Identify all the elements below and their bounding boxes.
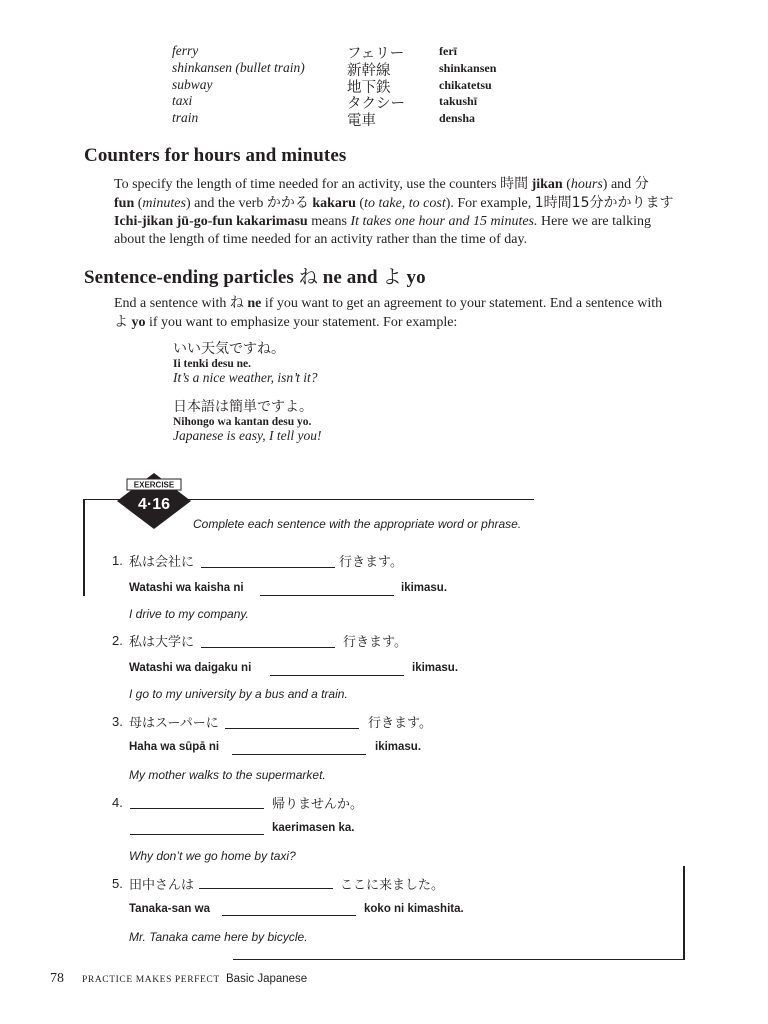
japanese-term: 時間 (500, 176, 529, 192)
vocab-english: ferry (172, 43, 199, 58)
text: End a sentence with (114, 296, 230, 311)
paragraph-line (114, 294, 694, 313)
romaji-term: ne (243, 296, 262, 311)
particles-paragraph (114, 294, 694, 332)
gloss: to take, to cost (364, 196, 446, 211)
item-romaji-prefix: Tanaka-san wa (129, 903, 210, 915)
exercise-bottom-rule (233, 959, 685, 960)
vocab-japanese: 電車 (347, 113, 376, 129)
item-japanese-suffix: 行きます。 (368, 716, 432, 731)
counters-paragraph (114, 175, 694, 249)
item-japanese-prefix: 私は大学に (129, 635, 195, 650)
vocab-row (0, 43, 768, 60)
vocab-romaji: densha (439, 111, 476, 125)
badge-number: 4·16 (137, 496, 171, 513)
vocab-japanese: 新幹線 (347, 63, 391, 79)
paragraph-line (114, 213, 694, 231)
example-romaji: Nihongo wa kantan desu yo. (173, 416, 312, 428)
answer-blank-japanese[interactable] (130, 808, 264, 809)
japanese-term: ね (229, 295, 244, 311)
example-sentence (173, 396, 321, 444)
romaji-term: jikan (531, 177, 563, 192)
answer-blank-romaji[interactable] (270, 675, 404, 676)
item-japanese-prefix: 私は会社に (129, 555, 195, 570)
vocab-row (0, 60, 768, 77)
example-translation: It’s a nice weather, isn’t it? (173, 370, 318, 385)
romaji-term: kakaru (312, 196, 356, 211)
vocab-romaji: chikatetsu (439, 78, 492, 92)
paragraph-line: about the length of time needed for an activity rather than the time of day. (114, 232, 528, 247)
paragraph-line (114, 313, 694, 332)
answer-blank-japanese[interactable] (199, 888, 333, 889)
item-number: 1. (112, 553, 123, 568)
vocab-japanese: 地下鉄 (347, 80, 391, 96)
vocab-romaji: takushī (439, 94, 478, 108)
answer-blank-japanese[interactable] (225, 728, 359, 729)
romaji-term: ne (317, 267, 342, 288)
exercise-right-rule (683, 866, 685, 960)
example-translation: Japanese is easy, I tell you! (173, 428, 322, 443)
vocab-row (0, 110, 768, 127)
exercise-badge (113, 472, 195, 530)
item-japanese-suffix: 帰りませんか。 (272, 797, 364, 812)
item-japanese-suffix: 行きます。 (339, 555, 403, 570)
text: and (607, 177, 635, 192)
paragraph-line: fun (minutes) and the verb かかる kakaru (to take, to cost). For example, 1時間15分かかります (114, 195, 674, 211)
badge-label: EXERCISE (133, 480, 175, 490)
item-translation: I drive to my company. (129, 607, 249, 621)
item-number: 4. (112, 795, 123, 810)
vocab-english: train (172, 110, 199, 125)
japanese-term: かかる (266, 195, 309, 211)
romaji-term: Ichi-jikan jū-go-fun kakarimasu (114, 214, 308, 229)
heading-text: Sentence-ending particles (84, 267, 299, 288)
romaji-term: fun (114, 196, 135, 211)
answer-blank-romaji[interactable] (232, 754, 366, 755)
item-romaji-suffix: ikimasu. (375, 741, 422, 753)
text: Here we are talking (537, 214, 651, 229)
item-number: 2. (112, 633, 123, 648)
item-romaji-suffix: koko ni kimashita. (364, 903, 464, 915)
answer-blank-romaji[interactable] (260, 595, 394, 596)
series-title: PRACTICE MAKES PERFECT (82, 975, 220, 985)
item-romaji-prefix: Watashi wa kaisha ni (129, 582, 244, 594)
item-translation: My mother walks to the supermarket. (129, 768, 326, 782)
example-japanese: 日本語は簡単ですよ。 (173, 399, 313, 415)
example-romaji: Ii tenki desu ne. (173, 358, 251, 370)
gloss: minutes (142, 196, 186, 211)
vocab-english: shinkansen (bullet train) (172, 60, 305, 75)
japanese-term: ね (298, 266, 318, 288)
answer-blank-romaji[interactable] (130, 834, 264, 835)
vocab-japanese: タクシー (347, 96, 405, 112)
answer-blank-japanese[interactable] (201, 567, 335, 568)
heading-text: and (341, 267, 383, 288)
section-heading-counters: Counters for hours and minutes (84, 145, 347, 166)
book-title: Basic Japanese (226, 973, 308, 985)
text: ). For example, (445, 196, 535, 211)
item-japanese-suffix: ここに来ました。 (340, 878, 445, 893)
item-romaji-suffix: kaerimasen ka. (272, 822, 355, 834)
romaji-term: yo (128, 315, 146, 330)
answer-blank-japanese[interactable] (201, 647, 335, 648)
vocab-english: taxi (172, 93, 193, 108)
japanese-term: よ (114, 314, 128, 330)
exercise-left-rule (83, 499, 85, 596)
text: if you want to get an agreement to your statement. End a sentence with (261, 296, 663, 311)
item-translation: Why don’t we go home by taxi? (129, 849, 296, 863)
item-translation: I go to my university by a bus and a train. (129, 687, 348, 701)
text: means (307, 214, 351, 229)
japanese-term: よ (382, 266, 402, 288)
exercise-instruction: Complete each sentence with the appropriate word or phrase. (193, 517, 522, 531)
item-romaji-suffix: ikimasu. (412, 662, 459, 674)
text: if you want to emphasize your statement. For example: (145, 315, 458, 330)
vocab-row (0, 93, 768, 110)
item-romaji-prefix: Watashi wa daigaku ni (129, 662, 252, 674)
item-romaji-prefix: Haha wa sūpā ni (129, 741, 220, 753)
vocab-english: subway (172, 77, 213, 92)
item-number: 5. (112, 876, 123, 891)
example-japanese: いい天気ですね。 (173, 341, 285, 357)
vocab-romaji: ferī (439, 44, 457, 58)
example-sentence (173, 338, 318, 386)
item-japanese-suffix: 行きます。 (343, 635, 407, 650)
vocab-romaji: shinkansen (439, 61, 497, 75)
japanese-term: 分 (634, 176, 649, 192)
answer-blank-romaji[interactable] (222, 915, 356, 916)
text: ) and the verb (185, 196, 267, 211)
page-number: 78 (50, 971, 64, 986)
japanese-term: 1時間15分かかります (534, 195, 674, 211)
text: To specify the length of time needed for an activity, use the counters (114, 177, 501, 192)
vocab-japanese: フェリー (347, 46, 405, 62)
paragraph-line: To specify the length of time needed for an activity, use the counters 時間 jikan (hours) and 分 (114, 176, 649, 192)
gloss: hours (570, 177, 603, 192)
item-number: 3. (112, 714, 123, 729)
item-japanese-prefix: 田中さんは (129, 878, 195, 893)
section-heading-particles (84, 262, 426, 289)
item-romaji-suffix: ikimasu. (401, 582, 448, 594)
item-japanese-prefix: 母はスーパーに (129, 716, 219, 731)
romaji-term: yo (401, 267, 426, 288)
gloss: It takes one hour and 15 minutes. (350, 214, 538, 229)
item-translation: Mr. Tanaka came here by bicycle. (129, 930, 308, 944)
